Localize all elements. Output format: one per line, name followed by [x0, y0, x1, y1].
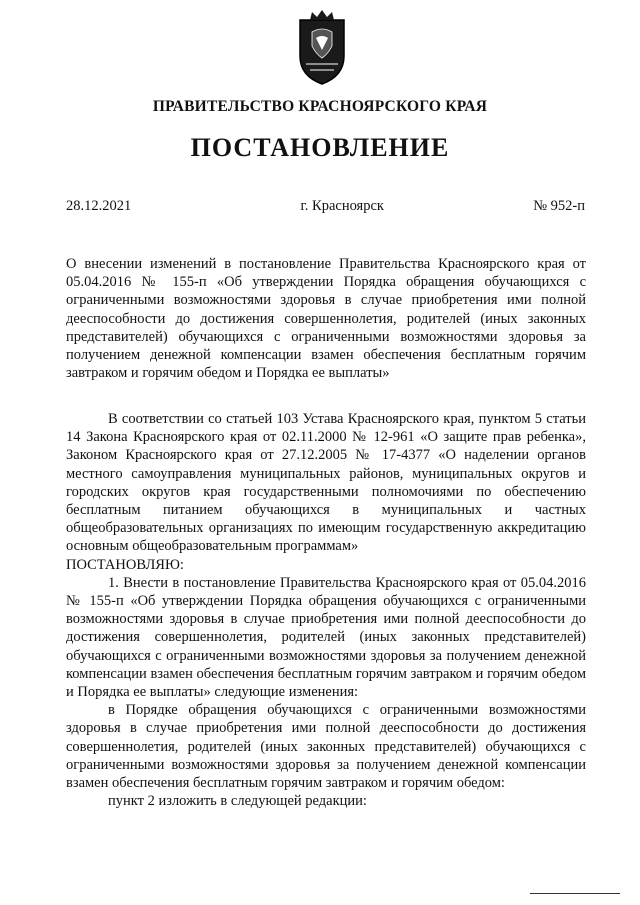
document-number: № 952-п	[533, 198, 585, 214]
document-date: 28.12.2021	[66, 198, 132, 214]
decree-word: ПОСТАНОВЛЯЮ:	[66, 556, 184, 573]
document-body	[66, 410, 586, 810]
subject-text: О внесении изменений в постановление Правительства Красноярского края от 05.04.2016 № 155-п «Об утверждении Порядка обращения обучающихся с ограниченными возможностями здоровья в случае приобретения ими полной дееспособности до достижения совершеннолетия, родителей (иных законных представителей) обучающихся с ограниченными возможностями здоровья за получением денежной компенсации взамен обеспечения бесплатным горячим завтраком и горячим обедом и Порядка ее выплаты»	[66, 256, 586, 382]
document-subject	[66, 255, 586, 382]
document-type: ПОСТАНОВЛЕНИЕ	[190, 133, 450, 162]
coat-of-arms-icon	[292, 10, 352, 88]
document-city: г. Красноярск	[300, 198, 384, 214]
item-1-point-paragraph: пункт 2 изложить в следующей редакции:	[108, 793, 367, 810]
preamble-paragraph: В соответствии со статьей 103 Устава Красноярского края, пунктом 5 статьи 14 Закона Красноярского края от 02.11.2000 № 12-961 «О защите прав ребенка», Законом Красноярского края от 27.12.2005 № 17-4377 «О наделении органов местного самоуправления муниципальных районов, муниципальных округов и городских округов края государственными полномочиями по обеспечению бесплатным питанием обучающихся в муниципальных и частных общеобразовательных организациях по имеющим государственную аккредитацию основным общеобразовательным программам»	[66, 411, 586, 555]
document-meta	[66, 198, 585, 215]
government-title: ПРАВИТЕЛЬСТВО КРАСНОЯРСКОГО КРАЯ	[152, 98, 488, 115]
item-1-sub-paragraph: в Порядке обращения обучающихся с ограниченными возможностями здоровья в случае приобретения ими полной дееспособности до достижения совершеннолетия, родителей (иных законных представителей) обучающихся с ограниченными возможностями здоровья за получением денежной компенсации взамен обеспечения бесплатным горячим завтраком и горячим обедом:	[66, 702, 586, 792]
item-1-paragraph: 1. Внести в постановление Правительства Красноярского края от 05.04.2016 № 155-п «Об утверждении Порядка обращения обучающихся с ограниченными возможностями здоровья в случае приобретения ими полной дееспособности до достижения совершеннолетия, родителей (иных законных представителей) обучающихся с ограниченными возможностями здоровья за получением денежной компенсации взамен обеспечения бесплатным горячим завтраком и горячим обедом и Порядка ее выплаты» следующие изменения:	[66, 574, 586, 701]
footer-rule	[530, 893, 620, 894]
